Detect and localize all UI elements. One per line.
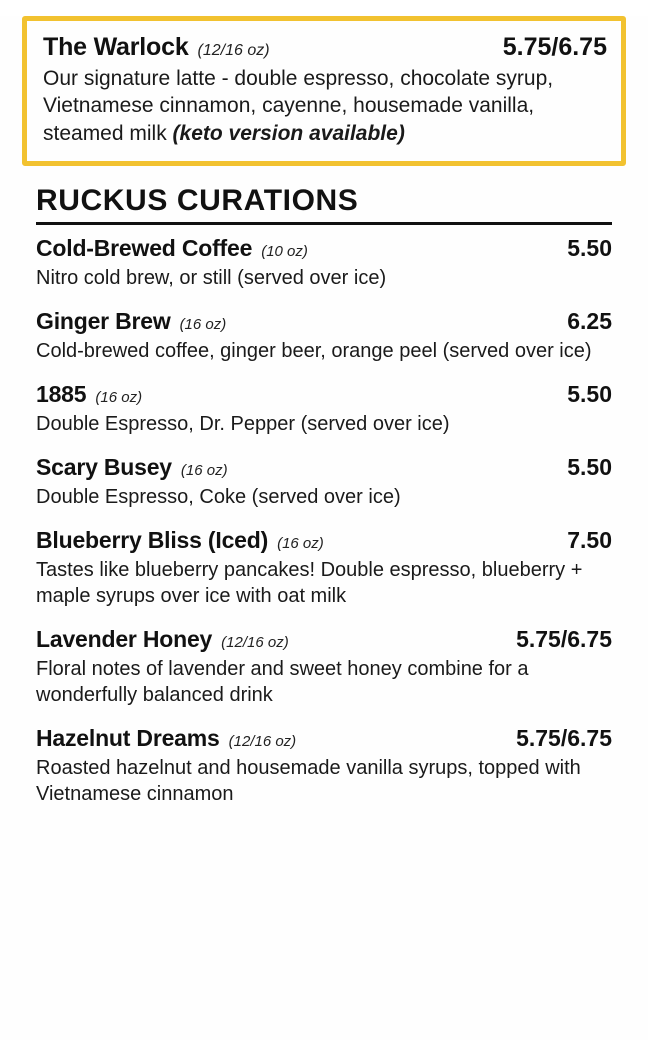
menu-item-price: 7.50: [567, 526, 612, 553]
list-item: [36, 235, 612, 291]
list-item: [36, 308, 612, 364]
menu-item-header: [36, 626, 612, 653]
featured-item-description-emphasis: (keto version available): [172, 121, 405, 145]
list-item: [36, 626, 612, 708]
menu-item-size: (12/16 oz): [221, 633, 289, 651]
section-divider: [36, 222, 612, 225]
menu-item-name: Cold-Brewed Coffee: [36, 234, 253, 261]
section-title: RUCKUS CURATIONS: [36, 183, 359, 217]
menu-item-name-group: [36, 308, 226, 335]
menu-item-name-group: [36, 381, 142, 408]
featured-item-size: (12/16 oz): [197, 42, 270, 59]
menu-item-price: 5.75/6.75: [516, 724, 612, 751]
menu-item-size: (16 oz): [277, 534, 324, 552]
menu-item-size: (12/16 oz): [228, 732, 297, 750]
menu-item-header: [36, 725, 612, 752]
menu-item-list: [36, 235, 612, 807]
menu-item-name: Scary Busey: [36, 453, 172, 480]
featured-item-description-main: Our signature latte - double espresso, chocolate syrup, Vietnamese cinnamon, cayenne, housemade vanilla, steamed milk: [43, 67, 554, 145]
menu-item-name-group: [36, 626, 289, 653]
featured-item-name: The Warlock: [43, 33, 189, 61]
menu-item-price: 5.50: [567, 380, 612, 407]
menu-item-description: Roasted hazelnut and housemade vanilla syrups, topped with Vietnamese cinnamon: [36, 756, 581, 805]
list-item: [36, 725, 612, 807]
menu-item-description: Cold-brewed coffee, ginger beer, orange peel (served over ice): [36, 339, 592, 362]
menu-item-description: Double Espresso, Dr. Pepper (served over ice): [36, 412, 450, 435]
menu-item-price: 5.75/6.75: [516, 625, 612, 652]
featured-item-header: [43, 33, 607, 62]
menu-item-header: [36, 527, 612, 554]
menu-item-size: (16 oz): [179, 315, 227, 333]
menu-item-name-group: [36, 235, 308, 262]
menu-item-name: Blueberry Bliss (Iced): [36, 526, 269, 553]
list-item: [36, 454, 612, 510]
menu-item-header: [36, 381, 612, 408]
menu-item-name-group: [36, 527, 324, 554]
menu-item-price: 6.25: [567, 307, 612, 334]
menu-item-name: Lavender Honey: [36, 625, 213, 652]
menu-item-price: 5.50: [567, 453, 612, 480]
menu-item-description: Tastes like blueberry pancakes! Double espresso, blueberry + maple syrups over ice with oat milk: [36, 558, 583, 607]
menu-item-description: Double Espresso, Coke (served over ice): [36, 485, 401, 508]
menu-item-name-group: [36, 454, 228, 481]
list-item: [36, 381, 612, 437]
featured-item-name-group: [43, 33, 270, 62]
featured-item-card: [22, 16, 626, 166]
featured-item-description: [43, 65, 607, 147]
menu-item-price: 5.50: [567, 234, 612, 261]
menu-item-name-group: [36, 725, 296, 752]
menu-item-name: Hazelnut Dreams: [36, 724, 220, 751]
menu-page: [0, 16, 648, 1040]
menu-item-size: (10 oz): [261, 242, 308, 260]
menu-item-header: [36, 454, 612, 481]
menu-item-name: 1885: [36, 380, 87, 407]
menu-item-name: Ginger Brew: [36, 307, 171, 334]
menu-item-size: (16 oz): [95, 388, 143, 406]
menu-item-size: (16 oz): [180, 461, 228, 479]
featured-item-price: 5.75/6.75: [502, 33, 607, 61]
menu-item-header: [36, 235, 612, 262]
menu-item-description: Floral notes of lavender and sweet honey combine for a wonderfully balanced drink: [36, 657, 529, 706]
menu-item-header: [36, 308, 612, 335]
menu-item-description: Nitro cold brew, or still (served over ice): [36, 266, 387, 289]
list-item: [36, 527, 612, 609]
